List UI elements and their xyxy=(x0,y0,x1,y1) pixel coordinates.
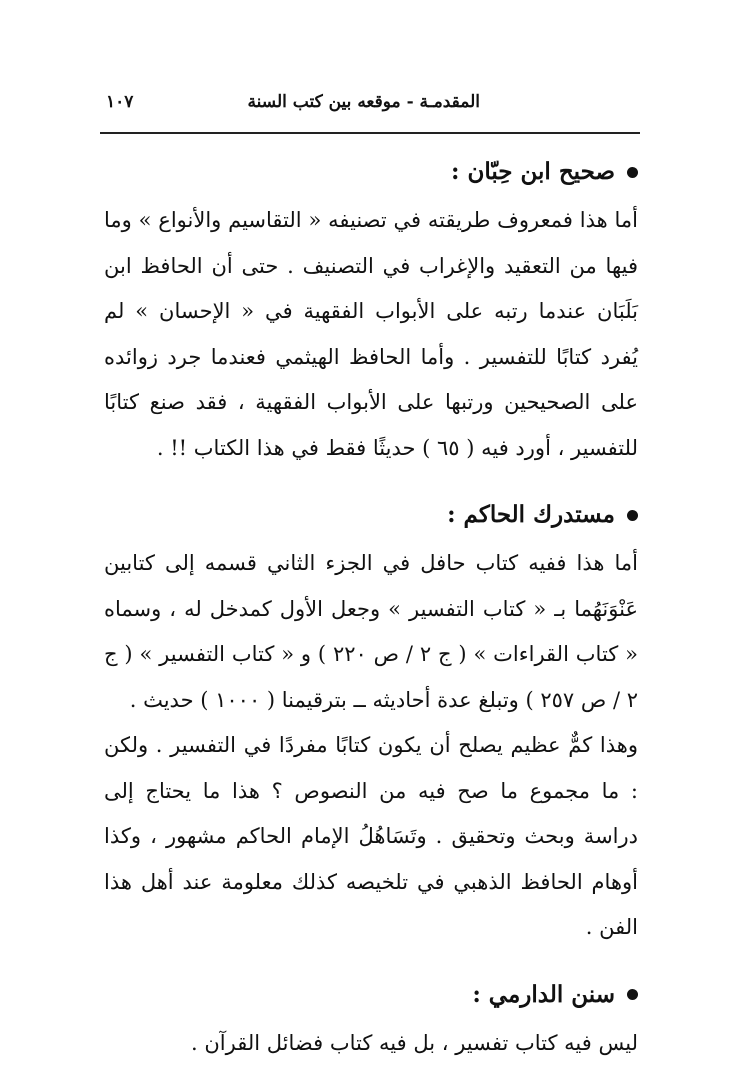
section-heading-text: سنن الدارمي : xyxy=(472,980,615,1008)
section-heading-text: صحيح ابن حِبّان : xyxy=(450,158,615,185)
running-header xyxy=(100,88,640,118)
page-body xyxy=(104,150,638,1088)
section-paragraph: أما هذا ففيه كتاب حافل في الجزء الثاني قسمه إلى كتابين عَنْوَنَهُما بـ « كتاب التفسير » وجعل الأول كمدخل له ، وسماه « كتاب القراءات » ( ج ٢ / ص ٢٢٠ ) و « كتاب التفسير » ( ج ٢ / ص ٢٥٧ ) وتبلغ عدة أحاديثه ــ بترقيمنا ( ١٠٠٠ ) حديث . xyxy=(104,551,638,712)
section-heading xyxy=(104,150,638,194)
section-mustadrak-al-hakim xyxy=(104,493,638,951)
bullet-icon xyxy=(627,167,638,178)
bullet-icon xyxy=(627,989,638,1000)
section-paragraph: وهذا كمٌّ عظيم يصلح أن يكون كتابًا مفردًا في التفسير . ولكن : ما مجموع ما صح فيه من النصوص ؟ هذا ما يحتاج إلى دراسة وبحث وتحقيق . وتَسَاهُلُ الإمام الحاكم مشهور ، وكذا أوهام الحافظ الذهبي في تلخيصه كذلك معلومة عند أهل هذا الفن . xyxy=(104,733,638,939)
section-paragraph: أما هذا فمعروف طريقته في تصنيفه « التقاسيم والأنواع » وما فيها من التعقيد والإغراب في التصنيف . حتى أن الحافظ ابن بَلَبَان عندما رتبه على الأبواب الفقهية في « الإحسان » لم يُفرد كتابًا للتفسير . وأما الحافظ الهيثمي فعندما جرد زوائده على الصحيحين ورتبها على الأبواب الفقهية ، فقد صنع كتابًا للتفسير ، أورد فيه ( ٦٥ ) حديثًا فقط في هذا الكتاب !! . xyxy=(104,208,638,460)
section-paragraph: ليس فيه كتاب تفسير ، بل فيه كتاب فضائل القرآن . xyxy=(191,1030,638,1055)
section-sunan-al-darimi xyxy=(104,973,638,1067)
page-number: ١٠٧ xyxy=(106,92,134,112)
section-heading xyxy=(104,493,638,537)
section-heading xyxy=(104,973,638,1017)
running-header-title: المقدمـة - موقعه بين كتب السنة xyxy=(247,92,480,112)
section-sahih-ibn-hibban xyxy=(104,150,638,471)
section-heading-text: مستدرك الحاكم : xyxy=(447,501,615,528)
bullet-icon xyxy=(627,510,638,521)
header-divider xyxy=(100,132,640,134)
